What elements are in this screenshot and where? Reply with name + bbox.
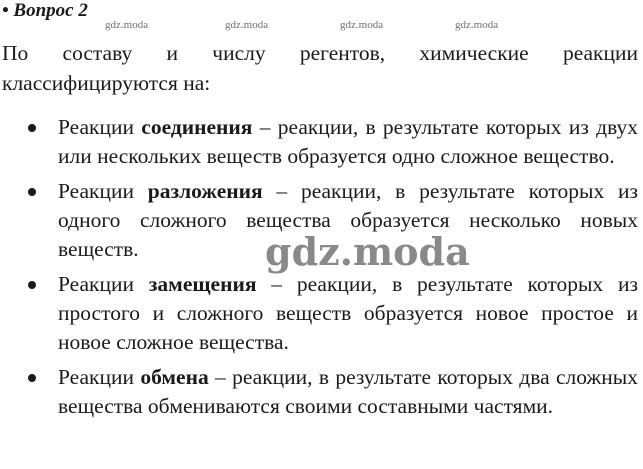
watermark-logo: gdz.moda xyxy=(265,229,470,274)
item-term: замещения xyxy=(148,272,257,296)
watermark-text: gdz.moda xyxy=(340,19,384,31)
item-term: разложения xyxy=(147,179,263,203)
item-prefix: Реакции xyxy=(58,365,141,389)
watermark-text: gdz.moda xyxy=(105,19,149,31)
bullet-icon xyxy=(28,281,36,289)
item-prefix: Реакции xyxy=(58,272,149,296)
watermark-row xyxy=(0,19,643,33)
bullet-icon xyxy=(28,124,36,132)
item-prefix: Реакции xyxy=(58,179,148,203)
item-definition: – реакции, в результате которых из одного сложного вещества образуется несколько новых веществ. xyxy=(58,179,638,261)
list-item xyxy=(0,113,638,171)
item-term: соединения xyxy=(141,115,253,139)
list-item xyxy=(0,363,638,421)
bullet-icon xyxy=(28,188,36,196)
item-term: обмена xyxy=(140,365,209,389)
item-definition: – реакции, в результате которых из простого и сложного веществ образуется новое простое и новое сложное вещества. xyxy=(58,272,638,354)
watermark-text: gdz.moda xyxy=(455,19,499,31)
list-item xyxy=(0,270,638,357)
watermark-text: gdz.moda xyxy=(225,19,269,31)
bullet-icon xyxy=(28,374,36,382)
item-definition: – реакции, в результате которых два сложных вещества обмениваются своими составными частями. xyxy=(58,365,638,418)
item-definition: – реакции, в результате которых из двух или нескольких веществ образуется одно сложное вещество. xyxy=(58,115,638,168)
intro-paragraph: По составу и числу регентов, химические реакции классифицируются на: xyxy=(2,41,638,95)
question-heading: • Вопрос 2 xyxy=(2,0,88,21)
item-prefix: Реакции xyxy=(58,115,142,139)
